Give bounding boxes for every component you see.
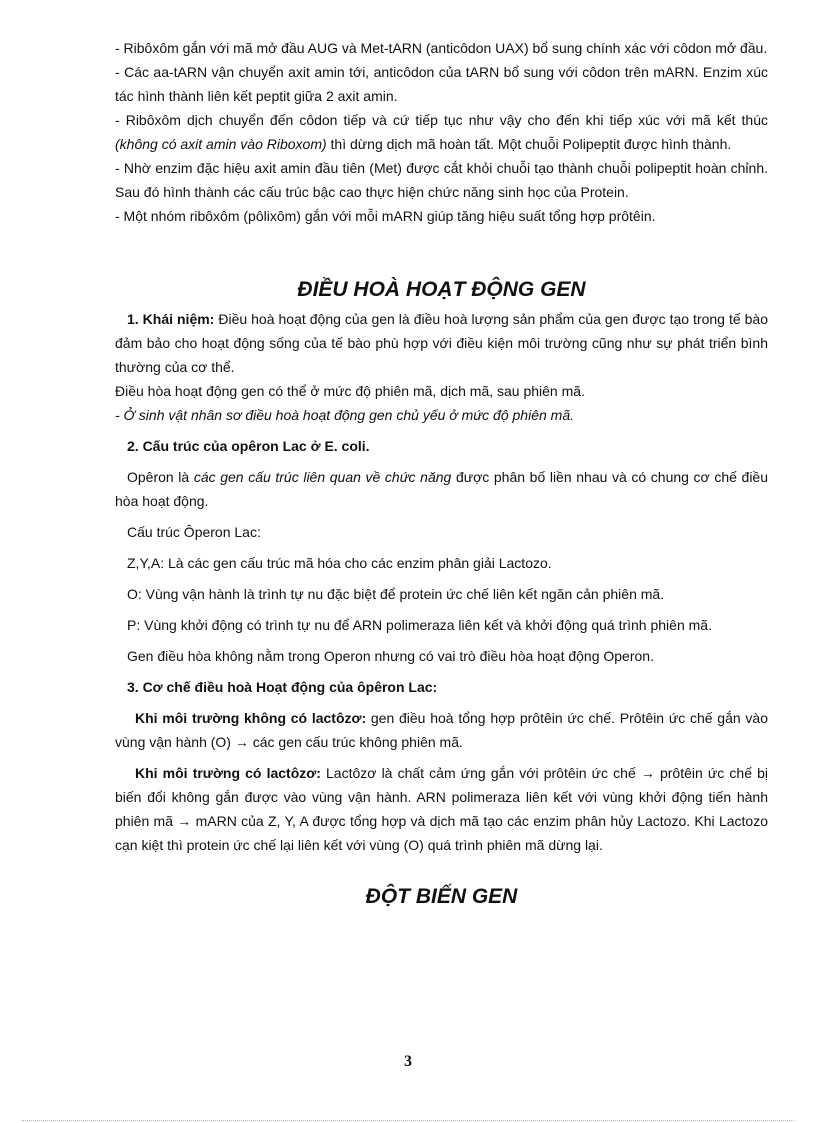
section-title-mutation: ĐỘT BIẾN GEN xyxy=(365,885,518,908)
with-lactose-paragraph: Khi môi trường có lactôzơ: Lactôzơ là chất cảm ứng gắn với prôtêin ức chế → prôtêin ức chế bị biến đổi không gắn được vào vùng vận hành. ARN polimeraza liên kết với vùng khởi động tiến hành phiên mã → mARN của Z, Y, A được tổng hợp và dịch mã tạo các enzim phân hủy Lactozo. Khi Lactozo cạn kiệt thì protein ức chế lại liên kết với vùng (O) quá trình phiên mã dừng lại. xyxy=(115,765,769,853)
regulator-gene: Gen điều hòa không nằm trong Operon nhưng có vai trò điều hòa hoạt động Operon. xyxy=(127,648,654,664)
operon-definition: Opêron là các gen cấu trúc liên quan về chức năng được phân bố liền nhau và có chung cơ chế điều hòa hoạt động. xyxy=(115,469,769,509)
page-number: 3 xyxy=(404,1053,412,1070)
ribosome-step-1: - Ribôxôm gắn với mã mở đầu AUG và Met-tARN (anticôdon UAX) bổ sung chính xác với côdon mở đầu. xyxy=(115,40,768,56)
mechanism-heading: 3. Cơ chế điều hoà Hoạt động của ôpêron Lac: xyxy=(127,679,438,695)
ribosome-step-4: - Nhờ enzim đặc hiệu axit amin đầu tiên (Met) được cắt khỏi chuỗi tạo thành chuỗi polipeptit hoàn chỉnh. Sau đó hình thành các cấu trúc bậc cao thực hiện chức năng sinh học của Protein. xyxy=(115,160,768,200)
prokaryote-note: - Ở sinh vật nhân sơ điều hoà hoạt động gen chủ yếu ở mức độ phiên mã. xyxy=(115,407,574,423)
operon-zya: Z,Y,A: Là các gen cấu trúc mã hóa cho các enzim phân giải Lactozo. xyxy=(127,555,552,571)
document-body xyxy=(115,36,768,909)
no-lactose-paragraph: Khi môi trường không có lactôzơ: gen điều hoà tổng hợp prôtêin ức chế. Prôtêin ức chế gắn vào vùng vận hành (O) → các gen cấu trúc không phiên mã. xyxy=(115,710,768,750)
concept-paragraph: 1. Khái niệm: Điều hoà hoạt động của gen là điều hoà lượng sản phẩm của gen được tạo trong tế bào đảm bảo cho hoạt động sống của tế bào phù hợp với điều kiện môi trường cũng như sự phát triển bình thường của cơ thể. xyxy=(115,311,769,375)
operon-operator: O: Vùng vận hành là trình tự nu đặc biệt để protein ức chế liên kết ngăn cản phiên mã. xyxy=(127,586,665,602)
footer-divider xyxy=(22,1120,794,1121)
ribosome-step-2: - Các aa-tARN vận chuyển axit amin tới, anticôdon của tARN bổ sung với côdon trên mARN. Enzim xúc tác hình thành liên kết peptit giữa 2 axit amin. xyxy=(115,64,768,104)
section-title-regulation: ĐIỀU HOÀ HOẠT ĐỘNG GEN xyxy=(297,278,586,301)
ribosome-step-3-italic: (không có axit amin vào Riboxom) xyxy=(115,136,327,152)
operon-promoter: P: Vùng khởi động có trình tự nu để ARN polimeraza liên kết và khởi động quá trình phiên mã. xyxy=(127,617,712,633)
regulation-levels: Điều hòa hoạt động gen có thể ở mức độ phiên mã, dịch mã, sau phiên mã. xyxy=(115,383,585,399)
ribosome-step-5: - Một nhóm ribôxôm (pôlixôm) gắn với mỗi mARN giúp tăng hiệu suất tổng hợp prôtêin. xyxy=(115,208,656,224)
ribosome-step-3: - Ribôxôm dịch chuyển đến côdon tiếp và cứ tiếp tục như vậy cho đến khi tiếp xúc với mã kết thúc (không có axit amin vào Riboxom) thì dừng dịch mã hoàn tất. Một chuỗi Polipeptit được hình thành. xyxy=(115,112,768,152)
operon-structure-heading: 2. Cấu trúc của opêron Lac ở E. coli. xyxy=(127,438,370,454)
operon-structure-label: Cấu trúc Ôperon Lac: xyxy=(127,524,261,540)
